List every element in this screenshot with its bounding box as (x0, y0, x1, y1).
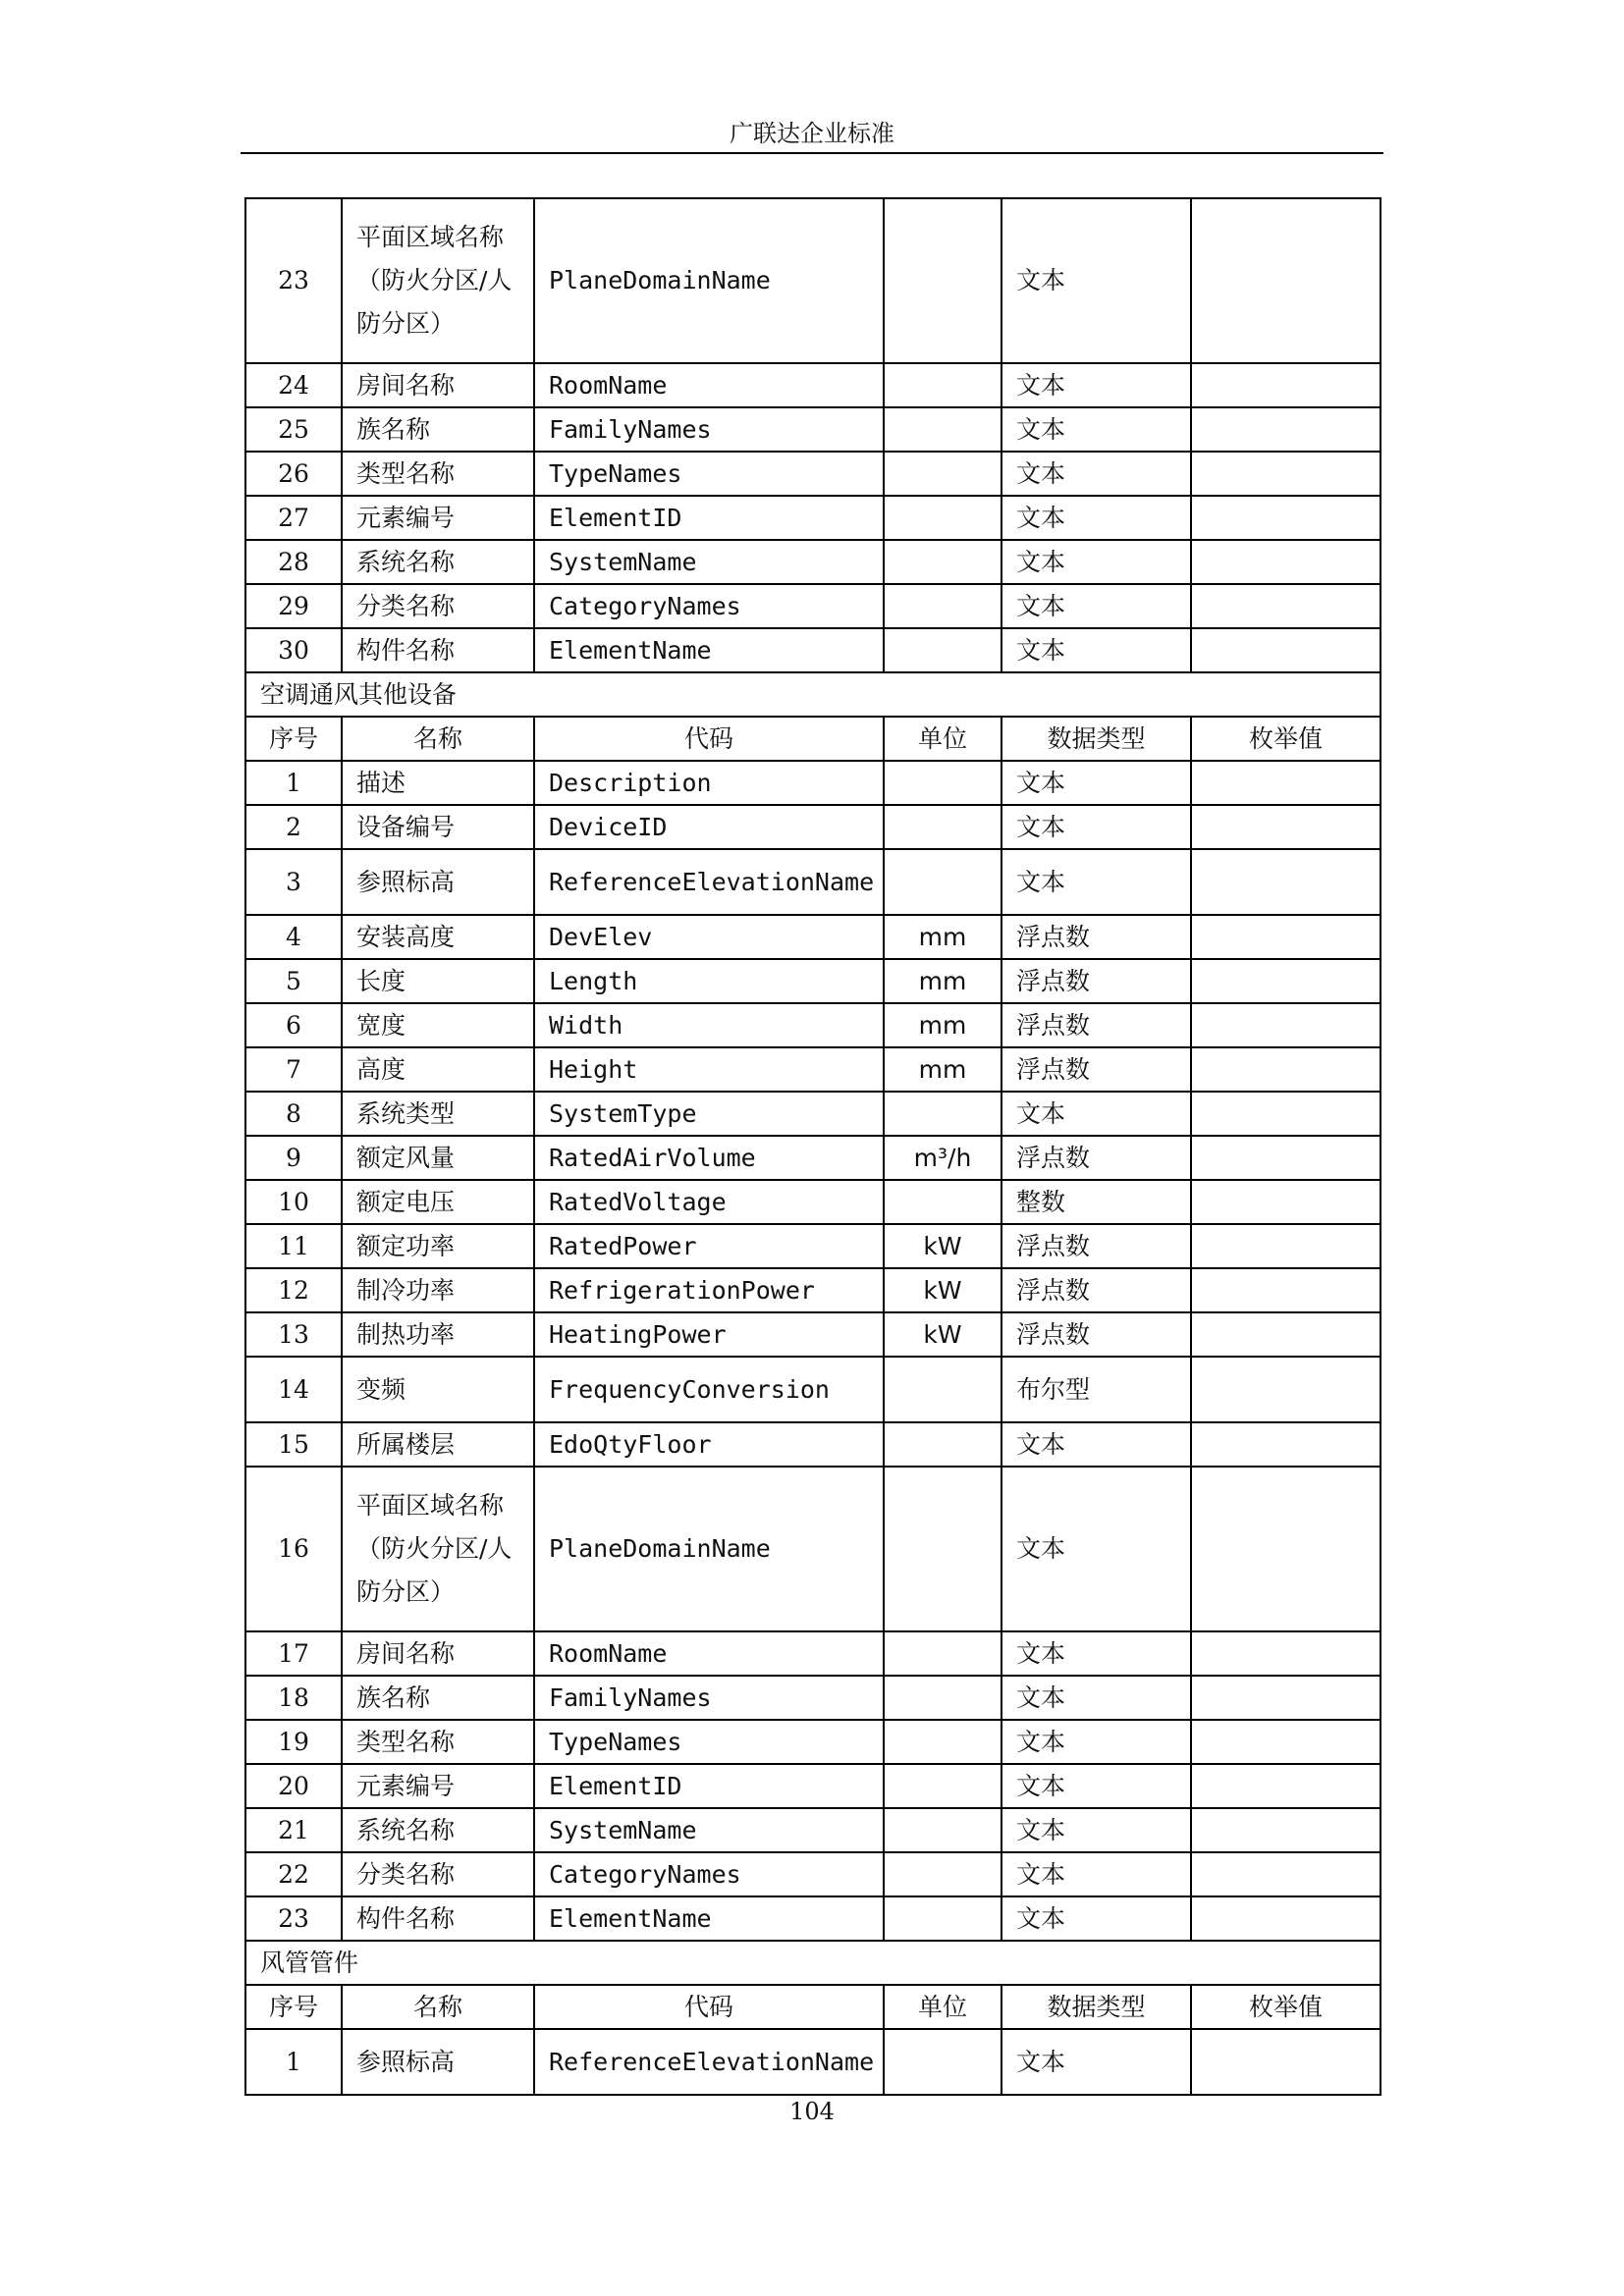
table-row (245, 1896, 1380, 1941)
cell-enum-value (1191, 1764, 1380, 1808)
page-number: 104 (789, 2098, 835, 2125)
cell-enum-value (1191, 1852, 1380, 1896)
table-row (245, 584, 1380, 628)
table-row (245, 496, 1380, 540)
table-row (245, 407, 1380, 452)
cell-data-type: 文本 (1001, 1676, 1191, 1720)
header-unit: 单位 (884, 1985, 1001, 2029)
header-enum: 枚举值 (1191, 717, 1380, 761)
cell-code: TypeNames (534, 452, 884, 496)
cell-code: RefrigerationPower (534, 1268, 884, 1312)
column-header-row (245, 717, 1380, 761)
cell-data-type: 浮点数 (1001, 1224, 1191, 1268)
cell-data-type: 文本 (1001, 628, 1191, 672)
cell-unit (884, 849, 1001, 915)
cell-name: 制热功率 (342, 1312, 534, 1357)
cell-data-type: 文本 (1001, 584, 1191, 628)
cell-data-type: 文本 (1001, 849, 1191, 915)
table-row (245, 452, 1380, 496)
cell-enum-value (1191, 1092, 1380, 1136)
cell-unit (884, 452, 1001, 496)
cell-serial: 30 (245, 628, 342, 672)
cell-name: 长度 (342, 959, 534, 1003)
cell-name: 平面区域名称（防火分区/人防分区） (342, 1467, 534, 1631)
cell-unit (884, 1631, 1001, 1676)
cell-code: PlaneDomainName (534, 1467, 884, 1631)
cell-enum-value (1191, 1224, 1380, 1268)
cell-serial: 21 (245, 1808, 342, 1852)
cell-data-type: 文本 (1001, 1092, 1191, 1136)
cell-serial: 4 (245, 915, 342, 959)
cell-data-type: 浮点数 (1001, 1003, 1191, 1047)
cell-serial: 29 (245, 584, 342, 628)
cell-name: 分类名称 (342, 584, 534, 628)
cell-unit: kW (884, 1312, 1001, 1357)
cell-code: DevElev (534, 915, 884, 959)
cell-name: 安装高度 (342, 915, 534, 959)
cell-serial: 10 (245, 1180, 342, 1224)
cell-unit (884, 1357, 1001, 1422)
cell-data-type: 文本 (1001, 805, 1191, 849)
cell-name: 变频 (342, 1357, 534, 1422)
cell-enum-value (1191, 628, 1380, 672)
cell-code: ReferenceElevationName (534, 849, 884, 915)
header-rule (241, 152, 1383, 154)
cell-code: FrequencyConversion (534, 1357, 884, 1422)
cell-code: ElementID (534, 496, 884, 540)
cell-data-type: 浮点数 (1001, 959, 1191, 1003)
cell-enum-value (1191, 540, 1380, 584)
cell-data-type: 文本 (1001, 363, 1191, 407)
cell-unit (884, 407, 1001, 452)
cell-serial: 18 (245, 1676, 342, 1720)
cell-data-type: 文本 (1001, 1852, 1191, 1896)
table-row (245, 198, 1380, 363)
table-row (245, 1422, 1380, 1467)
cell-unit (884, 1808, 1001, 1852)
cell-name: 宽度 (342, 1003, 534, 1047)
cell-name: 构件名称 (342, 1896, 534, 1941)
cell-serial: 3 (245, 849, 342, 915)
cell-enum-value (1191, 1180, 1380, 1224)
cell-enum-value (1191, 407, 1380, 452)
cell-serial: 22 (245, 1852, 342, 1896)
cell-data-type: 文本 (1001, 452, 1191, 496)
cell-code: RatedVoltage (534, 1180, 884, 1224)
cell-serial: 23 (245, 1896, 342, 1941)
cell-serial: 17 (245, 1631, 342, 1676)
cell-code: EdoQtyFloor (534, 1422, 884, 1467)
cell-serial: 9 (245, 1136, 342, 1180)
table-row (245, 805, 1380, 849)
header-enum: 枚举值 (1191, 1985, 1380, 2029)
table-row (245, 540, 1380, 584)
cell-code: RoomName (534, 363, 884, 407)
cell-code: SystemName (534, 1808, 884, 1852)
cell-serial: 25 (245, 407, 342, 452)
section-title: 空调通风其他设备 (245, 672, 1380, 717)
cell-enum-value (1191, 363, 1380, 407)
table-row (245, 1852, 1380, 1896)
cell-serial: 26 (245, 452, 342, 496)
cell-code: SystemType (534, 1092, 884, 1136)
cell-enum-value (1191, 584, 1380, 628)
cell-name: 额定风量 (342, 1136, 534, 1180)
cell-serial: 27 (245, 496, 342, 540)
cell-name: 元素编号 (342, 1764, 534, 1808)
cell-name: 描述 (342, 761, 534, 805)
cell-unit (884, 1764, 1001, 1808)
cell-enum-value (1191, 1357, 1380, 1422)
cell-name: 类型名称 (342, 452, 534, 496)
cell-unit (884, 1852, 1001, 1896)
cell-name: 房间名称 (342, 1631, 534, 1676)
cell-serial: 1 (245, 761, 342, 805)
cell-data-type: 文本 (1001, 198, 1191, 363)
cell-serial: 24 (245, 363, 342, 407)
table-row (245, 1357, 1380, 1422)
cell-unit (884, 1092, 1001, 1136)
table-row (245, 1180, 1380, 1224)
table-row (245, 1631, 1380, 1676)
cell-enum-value (1191, 1808, 1380, 1852)
cell-code: ElementName (534, 1896, 884, 1941)
table-row (245, 1003, 1380, 1047)
cell-name: 高度 (342, 1047, 534, 1092)
cell-code: RatedAirVolume (534, 1136, 884, 1180)
cell-name: 额定电压 (342, 1180, 534, 1224)
header-unit: 单位 (884, 717, 1001, 761)
cell-unit (884, 540, 1001, 584)
table-row (245, 1808, 1380, 1852)
cell-unit (884, 805, 1001, 849)
table-row (245, 1092, 1380, 1136)
cell-data-type: 文本 (1001, 1422, 1191, 1467)
cell-name: 所属楼层 (342, 1422, 534, 1467)
table-row (245, 2029, 1380, 2095)
cell-code: RoomName (534, 1631, 884, 1676)
cell-name: 平面区域名称（防火分区/人防分区） (342, 198, 534, 363)
section-title-row (245, 1941, 1380, 1985)
cell-serial: 11 (245, 1224, 342, 1268)
cell-data-type: 文本 (1001, 2029, 1191, 2095)
cell-name: 设备编号 (342, 805, 534, 849)
cell-data-type: 浮点数 (1001, 1312, 1191, 1357)
table-row (245, 959, 1380, 1003)
table-row (245, 1467, 1380, 1631)
cell-name: 族名称 (342, 1676, 534, 1720)
cell-unit (884, 628, 1001, 672)
cell-unit: mm (884, 915, 1001, 959)
cell-unit (884, 1180, 1001, 1224)
cell-serial: 2 (245, 805, 342, 849)
cell-unit (884, 2029, 1001, 2095)
table-row (245, 1764, 1380, 1808)
cell-name: 系统名称 (342, 540, 534, 584)
cell-serial: 8 (245, 1092, 342, 1136)
cell-data-type: 文本 (1001, 1808, 1191, 1852)
cell-data-type: 文本 (1001, 540, 1191, 584)
cell-enum-value (1191, 915, 1380, 959)
section-title: 风管管件 (245, 1941, 1380, 1985)
cell-code: DeviceID (534, 805, 884, 849)
cell-code: ReferenceElevationName (534, 2029, 884, 2095)
cell-data-type: 文本 (1001, 1631, 1191, 1676)
cell-name: 参照标高 (342, 2029, 534, 2095)
cell-code: CategoryNames (534, 584, 884, 628)
table-row (245, 1268, 1380, 1312)
cell-data-type: 文本 (1001, 1467, 1191, 1631)
cell-name: 族名称 (342, 407, 534, 452)
cell-serial: 5 (245, 959, 342, 1003)
cell-code: Length (534, 959, 884, 1003)
cell-name: 分类名称 (342, 1852, 534, 1896)
table-row (245, 761, 1380, 805)
parameter-table (244, 197, 1381, 2096)
cell-enum-value (1191, 198, 1380, 363)
cell-code: Height (534, 1047, 884, 1092)
cell-code: SystemName (534, 540, 884, 584)
cell-serial: 20 (245, 1764, 342, 1808)
cell-unit: mm (884, 959, 1001, 1003)
table-row (245, 1676, 1380, 1720)
cell-enum-value (1191, 1896, 1380, 1941)
column-header-row (245, 1985, 1380, 2029)
cell-data-type: 文本 (1001, 1896, 1191, 1941)
cell-enum-value (1191, 1136, 1380, 1180)
cell-unit: mm (884, 1003, 1001, 1047)
cell-name: 系统名称 (342, 1808, 534, 1852)
cell-name: 系统类型 (342, 1092, 534, 1136)
cell-unit: m³/h (884, 1136, 1001, 1180)
cell-unit (884, 363, 1001, 407)
cell-unit (884, 496, 1001, 540)
cell-serial: 7 (245, 1047, 342, 1092)
cell-data-type: 浮点数 (1001, 1268, 1191, 1312)
header-name: 名称 (342, 717, 534, 761)
page-header-title: 广联达企业标准 (730, 120, 894, 147)
cell-data-type: 整数 (1001, 1180, 1191, 1224)
cell-enum-value (1191, 452, 1380, 496)
table-row (245, 1047, 1380, 1092)
table-row (245, 628, 1380, 672)
cell-serial: 1 (245, 2029, 342, 2095)
header-code: 代码 (534, 1985, 884, 2029)
cell-code: HeatingPower (534, 1312, 884, 1357)
cell-unit (884, 584, 1001, 628)
cell-enum-value (1191, 805, 1380, 849)
header-code: 代码 (534, 717, 884, 761)
cell-enum-value (1191, 959, 1380, 1003)
cell-enum-value (1191, 1003, 1380, 1047)
cell-data-type: 文本 (1001, 1764, 1191, 1808)
cell-serial: 13 (245, 1312, 342, 1357)
cell-unit (884, 1896, 1001, 1941)
cell-data-type: 文本 (1001, 407, 1191, 452)
cell-enum-value (1191, 2029, 1380, 2095)
cell-unit (884, 761, 1001, 805)
cell-serial: 12 (245, 1268, 342, 1312)
cell-name: 构件名称 (342, 628, 534, 672)
cell-code: TypeNames (534, 1720, 884, 1764)
cell-name: 类型名称 (342, 1720, 534, 1764)
cell-enum-value (1191, 1676, 1380, 1720)
table-row (245, 915, 1380, 959)
cell-unit (884, 1422, 1001, 1467)
cell-unit (884, 198, 1001, 363)
cell-serial: 28 (245, 540, 342, 584)
cell-enum-value (1191, 849, 1380, 915)
header-serial: 序号 (245, 717, 342, 761)
table-row (245, 849, 1380, 915)
table-row (245, 363, 1380, 407)
cell-code: RatedPower (534, 1224, 884, 1268)
cell-enum-value (1191, 1047, 1380, 1092)
cell-data-type: 布尔型 (1001, 1357, 1191, 1422)
cell-code: CategoryNames (534, 1852, 884, 1896)
header-serial: 序号 (245, 1985, 342, 2029)
cell-data-type: 浮点数 (1001, 1136, 1191, 1180)
cell-unit: kW (884, 1268, 1001, 1312)
cell-serial: 6 (245, 1003, 342, 1047)
table-row (245, 1312, 1380, 1357)
cell-unit (884, 1720, 1001, 1764)
cell-serial: 14 (245, 1357, 342, 1422)
header-name: 名称 (342, 1985, 534, 2029)
cell-data-type: 浮点数 (1001, 1047, 1191, 1092)
cell-serial: 15 (245, 1422, 342, 1467)
table-row (245, 1136, 1380, 1180)
cell-data-type: 浮点数 (1001, 915, 1191, 959)
cell-enum-value (1191, 1312, 1380, 1357)
cell-enum-value (1191, 1422, 1380, 1467)
cell-enum-value (1191, 761, 1380, 805)
cell-name: 额定功率 (342, 1224, 534, 1268)
cell-data-type: 文本 (1001, 761, 1191, 805)
cell-name: 参照标高 (342, 849, 534, 915)
cell-data-type: 文本 (1001, 1720, 1191, 1764)
cell-code: Description (534, 761, 884, 805)
table-row (245, 1720, 1380, 1764)
cell-name: 元素编号 (342, 496, 534, 540)
cell-enum-value (1191, 1467, 1380, 1631)
cell-serial: 19 (245, 1720, 342, 1764)
header-data-type: 数据类型 (1001, 717, 1191, 761)
cell-unit (884, 1676, 1001, 1720)
cell-code: FamilyNames (534, 1676, 884, 1720)
cell-name: 制冷功率 (342, 1268, 534, 1312)
cell-serial: 16 (245, 1467, 342, 1631)
cell-code: Width (534, 1003, 884, 1047)
cell-enum-value (1191, 496, 1380, 540)
cell-unit (884, 1467, 1001, 1631)
table-row (245, 1224, 1380, 1268)
header-data-type: 数据类型 (1001, 1985, 1191, 2029)
cell-data-type: 文本 (1001, 496, 1191, 540)
cell-name: 房间名称 (342, 363, 534, 407)
cell-code: PlaneDomainName (534, 198, 884, 363)
cell-code: ElementName (534, 628, 884, 672)
cell-code: FamilyNames (534, 407, 884, 452)
cell-enum-value (1191, 1720, 1380, 1764)
cell-unit: kW (884, 1224, 1001, 1268)
cell-serial: 23 (245, 198, 342, 363)
cell-enum-value (1191, 1631, 1380, 1676)
cell-code: ElementID (534, 1764, 884, 1808)
section-title-row (245, 672, 1380, 717)
cell-unit: mm (884, 1047, 1001, 1092)
cell-enum-value (1191, 1268, 1380, 1312)
